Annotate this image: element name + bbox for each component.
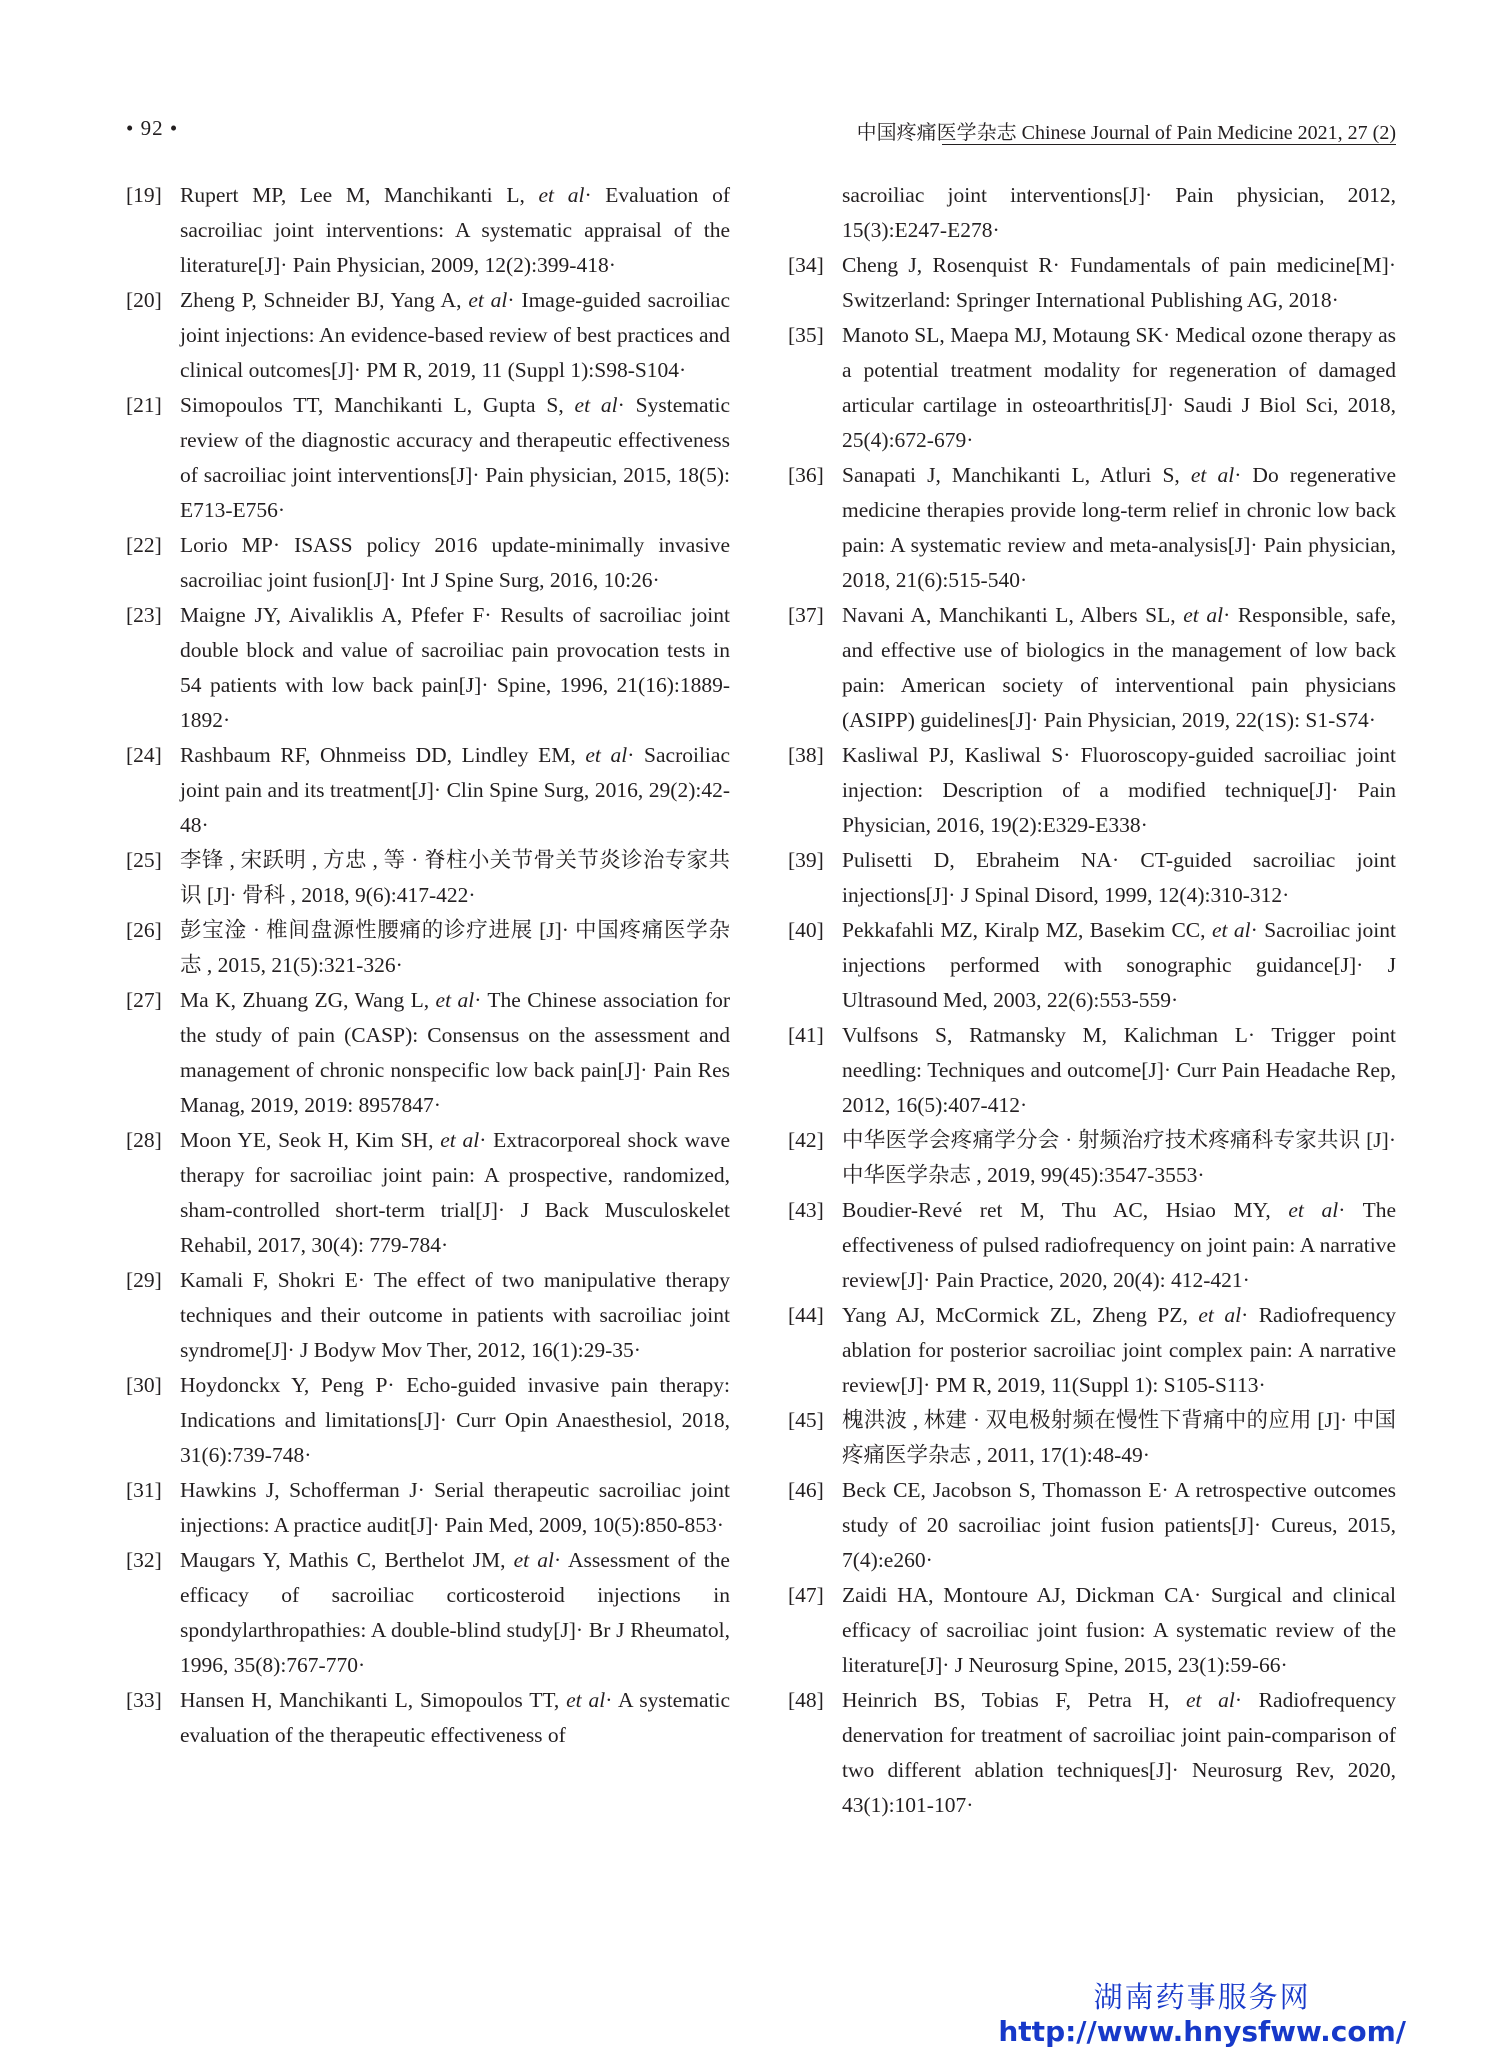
reference-item <box>126 738 730 843</box>
reference-continuation: sacroiliac joint interventions[J]· Pain physician, 2012, 15(3):E247-E278· <box>842 183 1396 242</box>
et-al: et al <box>440 1128 480 1152</box>
reference-text <box>180 983 730 1123</box>
reference-text <box>180 598 730 738</box>
reference-item <box>788 1123 1396 1193</box>
reference-authors-text: 中华医学会疼痛学分会 · 射频治疗技术疼痛科专家共识 [J]· 中华医学杂志 , 2019, 99(45):3547-3553· <box>842 1128 1396 1187</box>
page-header <box>126 116 1396 148</box>
et-al: et al <box>1183 603 1224 627</box>
reference-authors-text: Zaidi HA, Montoure AJ, Dickman CA· Surgical and clinical efficacy of sacroiliac joint fusion: A systematic review of the literature[J]· J Neurosurg Spine, 2015, 23(1):59-66· <box>842 1583 1396 1677</box>
reference-authors-text: Boudier-Revé ret M, Thu AC, Hsiao MY, <box>842 1198 1289 1222</box>
reference-body-text: · Sacroiliac joint injections performed with sonographic guidance[J]· J Ultrasound Med, 2003, 22(6):553-559· <box>842 918 1396 1012</box>
reference-number: [41] <box>788 1023 824 1047</box>
et-al: et al <box>1211 918 1251 942</box>
reference-item <box>126 1543 730 1683</box>
reference-number: [48] <box>788 1688 824 1712</box>
reference-text <box>180 843 730 913</box>
et-al: et al <box>468 288 508 312</box>
watermark-site-name: 湖南药事服务网 <box>1093 1980 1311 2014</box>
reference-item <box>126 528 730 598</box>
page-number: • 92 • <box>126 116 179 140</box>
reference-text <box>842 598 1396 738</box>
reference-authors-text: Zheng P, Schneider BJ, Yang A, <box>180 288 469 312</box>
et-al: et al <box>538 183 585 207</box>
reference-text <box>842 1473 1396 1578</box>
reference-text <box>180 283 730 388</box>
reference-authors-text: Cheng J, Rosenquist R· Fundamentals of pain medicine[M]· Switzerland: Springer International Publishing AG, 2018· <box>842 253 1396 312</box>
reference-text <box>180 1123 730 1263</box>
reference-item <box>788 913 1396 1018</box>
et-al: et al <box>1190 463 1235 487</box>
reference-authors-text: Vulfsons S, Ratmansky M, Kalichman L· Trigger point needling: Techniques and outcome[J]· Curr Pain Headache Rep, 2012, 16(5):407-412· <box>842 1023 1396 1117</box>
reference-authors-text: Lorio MP· ISASS policy 2016 update-minimally invasive sacroiliac joint fusion[J]· Int J Spine Surg, 2016, 10:26· <box>180 533 730 592</box>
reference-item <box>126 983 730 1123</box>
reference-text <box>180 1683 730 1753</box>
reference-item <box>126 598 730 738</box>
reference-number: [29] <box>126 1268 162 1292</box>
et-al: et al <box>1198 1303 1242 1327</box>
reference-text <box>842 1298 1396 1403</box>
reference-text <box>842 1683 1396 1823</box>
reference-text <box>180 388 730 528</box>
reference-authors-text: Pulisetti D, Ebraheim NA· CT-guided sacroiliac joint injections[J]· J Spinal Disord, 1999, 12(4):310-312· <box>842 848 1396 907</box>
reference-text <box>842 318 1396 458</box>
reference-number: [33] <box>126 1688 162 1712</box>
reference-body-text: · The Chinese association for the study of pain (CASP): Consensus on the assessment and management of chronic nonspecific low back pain[J]· Pain Res Manag, 2019, 2019: 8957847· <box>180 988 730 1117</box>
reference-text <box>842 1018 1396 1123</box>
watermark <box>998 1980 1406 2050</box>
reference-number: [47] <box>788 1583 824 1607</box>
reference-number: [27] <box>126 988 162 1012</box>
reference-number: [21] <box>126 393 162 417</box>
reference-number: [37] <box>788 603 824 627</box>
et-al: et al <box>574 393 618 417</box>
reference-item <box>788 1018 1396 1123</box>
reference-body-text: · The effectiveness of pulsed radiofrequency on joint pain: A narrative review[J]· Pain Practice, 2020, 20(4): 412-421· <box>842 1198 1396 1292</box>
reference-body-text: · Image-guided sacroiliac joint injections: An evidence-based review of best practices and clinical outcomes[J]· PM R, 2019, 11 (Suppl 1):S98-S104· <box>180 288 731 382</box>
watermark-url: http://www.hnysfww.com/ <box>998 2015 1406 2048</box>
reference-authors-text: Navani A, Manchikanti L, Albers SL, <box>842 603 1184 627</box>
left-reference-column <box>126 178 730 1753</box>
et-al: et al <box>513 1548 554 1572</box>
reference-item <box>126 283 730 388</box>
reference-number: [23] <box>126 603 162 627</box>
reference-number: [30] <box>126 1373 162 1397</box>
reference-text <box>842 1123 1396 1193</box>
reference-number: [43] <box>788 1198 824 1222</box>
reference-text <box>180 738 730 843</box>
reference-item <box>788 1298 1396 1403</box>
reference-item <box>126 1683 730 1753</box>
reference-number: [31] <box>126 1478 162 1502</box>
reference-number: [39] <box>788 848 824 872</box>
et-al: et al <box>585 743 628 767</box>
reference-text <box>842 843 1396 913</box>
right-reference-column <box>788 178 1396 1823</box>
reference-number: [40] <box>788 918 824 942</box>
reference-text <box>842 1403 1396 1473</box>
reference-text <box>180 1473 730 1543</box>
journal-title: 中国疼痛医学杂志 Chinese Journal of Pain Medicine 2021, 27 (2) <box>856 122 1396 144</box>
reference-item <box>126 1123 730 1263</box>
reference-body-text: · Systematic review of the diagnostic accuracy and therapeutic effectiveness of sacroiliac joint interventions[J]· Pain physician, 2015, 18(5): E713-E756· <box>180 393 730 522</box>
reference-authors-text: Ma K, Zhuang ZG, Wang L, <box>180 988 436 1012</box>
reference-authors-text: Kamali F, Shokri E· The effect of two manipulative therapy techniques and their outcome in patients with sacroiliac joint syndrome[J]· J Bodyw Mov Ther, 2012, 16(1):29-35· <box>180 1268 730 1362</box>
reference-authors-text: Beck CE, Jacobson S, Thomasson E· A retrospective outcomes study of 20 sacroiliac joint fusion patients[J]· Cureus, 2015, 7(4):e260· <box>842 1478 1396 1572</box>
reference-authors-text: Heinrich BS, Tobias F, Petra H, <box>842 1688 1187 1712</box>
reference-body-text: · Sacroiliac joint pain and its treatment[J]· Clin Spine Surg, 2016, 29(2):42-48· <box>180 743 730 837</box>
reference-text <box>180 1543 730 1683</box>
reference-item <box>126 388 730 528</box>
reference-body-text: · Do regenerative medicine therapies provide long-term relief in chronic low back pain: A systematic review and meta-analysis[J]· Pain physician, 2018, 21(6):515-540· <box>842 463 1396 592</box>
reference-authors-text: Simopoulos TT, Manchikanti L, Gupta S, <box>180 393 575 417</box>
reference-item <box>126 843 730 913</box>
reference-authors-text: Manoto SL, Maepa MJ, Motaung SK· Medical ozone therapy as a potential treatment modality for regeneration of damaged articular cartilage in osteoarthritis[J]· Saudi J Biol Sci, 2018, 25(4):672-679· <box>842 323 1396 452</box>
reference-item <box>126 1368 730 1473</box>
reference-body-text: · Evaluation of sacroiliac joint interventions: A systematic appraisal of the literature[J]· Pain Physician, 2009, 12(2):399-418· <box>180 183 730 277</box>
reference-item <box>126 1263 730 1368</box>
reference-body-text: · Extracorporeal shock wave therapy for sacroiliac joint pain: A prospective, randomized, sham-controlled short-term trial[J]· J Back Musculoskelet Rehabil, 2017, 30(4): 779-784· <box>180 1128 730 1257</box>
right-reference-list <box>788 248 1396 1823</box>
reference-body-text: · A systematic evaluation of the therapeutic effectiveness of <box>180 1688 730 1747</box>
reference-number: [34] <box>788 253 824 277</box>
reference-authors-text: Maugars Y, Mathis C, Berthelot JM, <box>180 1548 514 1572</box>
et-al: et al <box>435 988 475 1012</box>
reference-authors-text: 彭宝淦 · 椎间盘源性腰痛的诊疗进展 [J]· 中国疼痛医学杂志 , 2015, 21(5):321-326· <box>180 918 730 977</box>
reference-number: [22] <box>126 533 162 557</box>
reference-item <box>788 318 1396 458</box>
reference-authors-text: Moon YE, Seok H, Kim SH, <box>180 1128 441 1152</box>
reference-number: [35] <box>788 323 824 347</box>
reference-number: [28] <box>126 1128 162 1152</box>
et-al: et al <box>1186 1688 1235 1712</box>
reference-authors-text: 李锋 , 宋跃明 , 方忠 , 等 · 脊柱小关节骨关节炎诊治专家共识 [J]· 骨科 , 2018, 9(6):417-422· <box>180 848 730 907</box>
reference-body-text: · Radiofrequency denervation for treatment of sacroiliac joint pain-comparison of two different ablation techniques[J]· Neurosurg Rev, 2020, 43(1):101-107· <box>842 1688 1396 1817</box>
reference-item <box>788 1683 1396 1823</box>
et-al: et al <box>1288 1198 1339 1222</box>
reference-item <box>126 913 730 983</box>
reference-number: [45] <box>788 1408 824 1432</box>
reference-text <box>180 178 730 283</box>
reference-item <box>788 1193 1396 1298</box>
et-al: et al <box>566 1688 606 1712</box>
reference-authors-text: Hansen H, Manchikanti L, Simopoulos TT, <box>180 1688 567 1712</box>
reference-authors-text: Rashbaum RF, Ohnmeiss DD, Lindley EM, <box>180 743 586 767</box>
reference-authors-text: Yang AJ, McCormick ZL, Zheng PZ, <box>842 1303 1199 1327</box>
reference-item <box>788 1403 1396 1473</box>
reference-authors-text: Sanapati J, Manchikanti L, Atluri S, <box>842 463 1191 487</box>
reference-authors-text: Rupert MP, Lee M, Manchikanti L, <box>180 183 539 207</box>
reference-text <box>842 913 1396 1018</box>
reference-authors-text: Pekkafahli MZ, Kiralp MZ, Basekim CC, <box>842 918 1212 942</box>
reference-number: [25] <box>126 848 162 872</box>
header-rule <box>942 144 1396 145</box>
reference-authors-text: Hoydonckx Y, Peng P· Echo-guided invasive pain therapy: Indications and limitations[J]· Curr Opin Anaesthesiol, 2018, 31(6):739-748· <box>180 1373 730 1467</box>
reference-item <box>788 598 1396 738</box>
reference-number: [19] <box>126 183 162 207</box>
reference-number: [26] <box>126 918 162 942</box>
reference-text <box>180 1263 730 1368</box>
reference-number: [44] <box>788 1303 824 1327</box>
reference-text <box>842 1578 1396 1683</box>
reference-authors-text: Kasliwal PJ, Kasliwal S· Fluoroscopy-guided sacroiliac joint injection: Description of a modified technique[J]· Pain Physician, 2016, 19(2):E329-E338· <box>842 743 1396 837</box>
reference-number: [38] <box>788 743 824 767</box>
reference-item <box>788 1473 1396 1578</box>
reference-text <box>842 738 1396 843</box>
reference-item <box>126 1473 730 1543</box>
reference-text <box>842 458 1396 598</box>
reference-item <box>788 843 1396 913</box>
reference-number: [32] <box>126 1548 162 1572</box>
reference-item <box>126 178 730 283</box>
reference-item <box>788 248 1396 318</box>
reference-body-text: · Radiofrequency ablation for posterior sacroiliac joint complex pain: A narrative review[J]· PM R, 2019, 11(Suppl 1): S105-S113· <box>842 1303 1397 1397</box>
reference-authors-text: 槐洪波 , 林建 · 双电极射频在慢性下背痛中的应用 [J]· 中国疼痛医学杂志 , 2011, 17(1):48-49· <box>842 1408 1396 1467</box>
reference-text <box>180 1368 730 1473</box>
reference-text <box>842 1193 1396 1298</box>
reference-text <box>180 528 730 598</box>
reference-authors-text: Maigne JY, Aivaliklis A, Pfefer F· Results of sacroiliac joint double block and value of sacroiliac pain provocation tests in 54 patients with low back pain[J]· Spine, 1996, 21(16):1889-1892· <box>180 603 730 732</box>
reference-number: [24] <box>126 743 162 767</box>
reference-number: [46] <box>788 1478 824 1502</box>
reference-body-text: · Responsible, safe, and effective use of biologics in the management of low back pain: American society of interventional pain physicians (ASIPP) guidelines[J]· Pain Physician, 2019, 22(1S): S1-S74· <box>842 603 1396 732</box>
reference-number: [36] <box>788 463 824 487</box>
reference-item <box>788 1578 1396 1683</box>
reference-item <box>788 458 1396 598</box>
reference-number: [20] <box>126 288 162 312</box>
reference-item <box>788 738 1396 843</box>
reference-body-text: · Assessment of the efficacy of sacroiliac corticosteroid injections in spondylarthropathies: A double-blind study[J]· Br J Rheumatol, 1996, 35(8):767-770· <box>180 1548 730 1677</box>
reference-authors-text: Hawkins J, Schofferman J· Serial therapeutic sacroiliac joint injections: A practice audit[J]· Pain Med, 2009, 10(5):850-853· <box>180 1478 730 1537</box>
reference-text <box>842 248 1396 318</box>
reference-number: [42] <box>788 1128 824 1152</box>
reference-text <box>180 913 730 983</box>
